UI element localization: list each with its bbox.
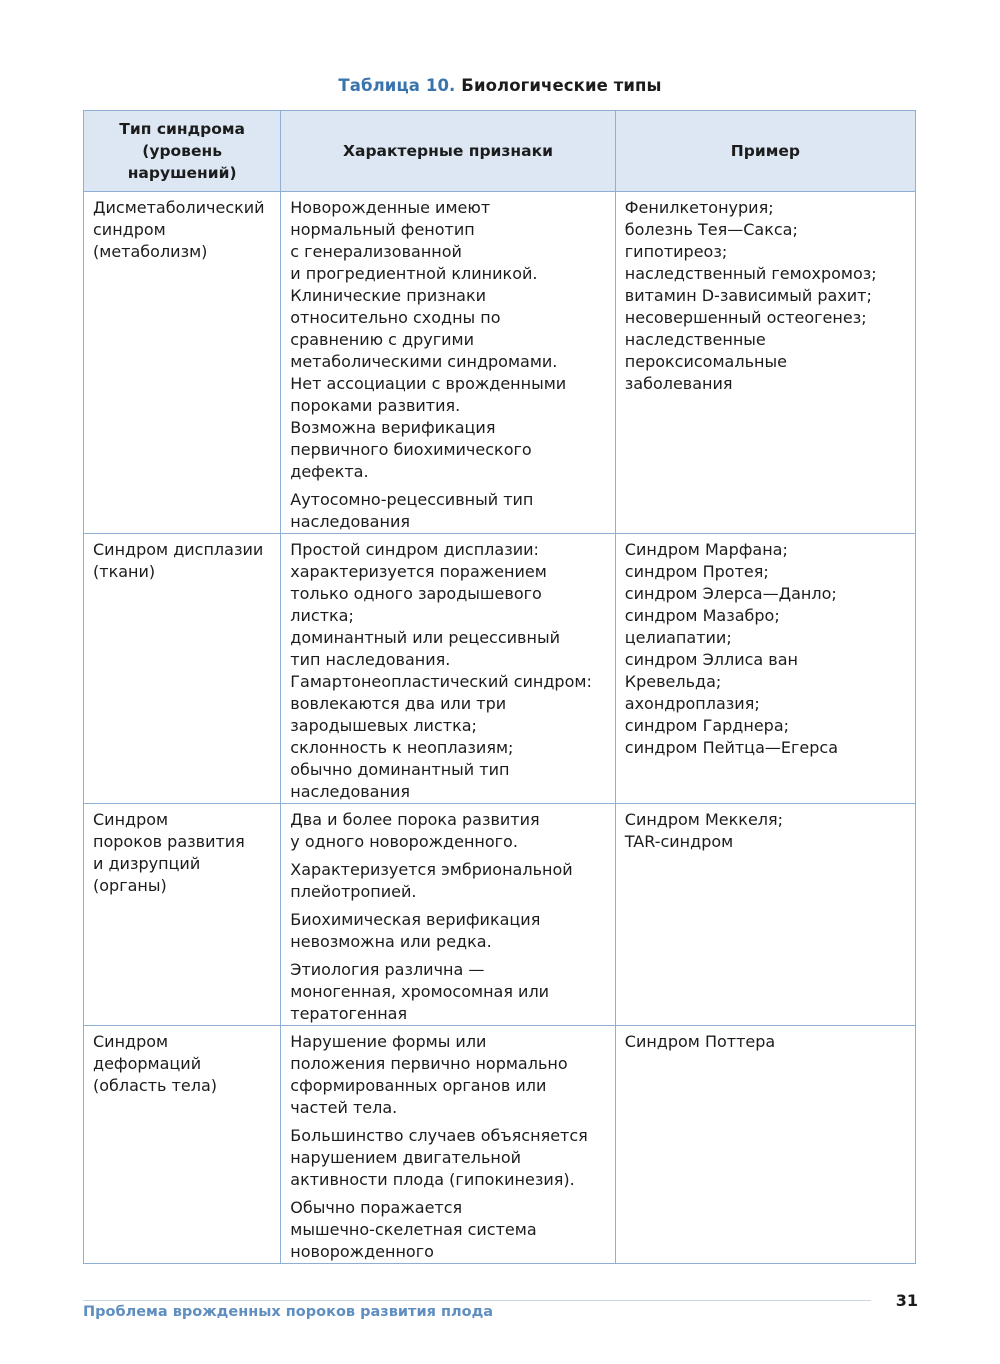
- cell-line: наследования: [290, 512, 410, 531]
- footer-title: Проблема врожденных пороков развития плода: [83, 1304, 494, 1320]
- biological-types-table: [83, 110, 916, 1264]
- cell-line: только одного зародышевого: [290, 584, 542, 603]
- cell-line: Нарушение формы или: [290, 1032, 487, 1051]
- header-line: нарушений): [127, 164, 237, 182]
- cell-line: синдром Гарднера;: [624, 716, 790, 735]
- cell-line: мышечно-скелетная система: [290, 1220, 537, 1239]
- cell-line: ахондроплазия;: [624, 694, 760, 713]
- cell-line: Синдром Марфана;: [624, 540, 788, 559]
- cell-line: тератогенная: [290, 1004, 408, 1023]
- cell-signs: [281, 192, 616, 534]
- table-row: [84, 1026, 916, 1264]
- cell-line: Синдром: [93, 1032, 169, 1051]
- cell-line: Новорожденные имеют: [290, 198, 491, 217]
- header-line: (уровень: [142, 142, 223, 160]
- cell-line: Синдром дисплазии: [93, 540, 264, 559]
- cell-line: болезнь Тея—Сакса;: [624, 220, 798, 239]
- header-syndrome-type: [84, 111, 281, 192]
- cell-line: листка;: [290, 606, 354, 625]
- cell-line: нарушением двигательной: [290, 1148, 522, 1167]
- cell-line: Гамартонеопластический синдром:: [290, 672, 592, 691]
- cell-syndrome-type: [84, 534, 281, 804]
- signs-paragraph: [290, 909, 606, 953]
- header-line: Тип синдрома: [119, 120, 245, 138]
- cell-line: (ткани): [93, 562, 156, 581]
- cell-line: синдром Эллиса ван: [624, 650, 798, 669]
- cell-line: наследования: [290, 782, 410, 801]
- cell-line: Дисметаболический: [93, 198, 265, 217]
- cell-line: характеризуется поражением: [290, 562, 547, 581]
- cell-line: Синдром Поттера: [624, 1032, 776, 1051]
- cell-line: частей тела.: [290, 1098, 398, 1117]
- cell-line: Обычно поражается: [290, 1198, 463, 1217]
- cell-line: Синдром: [93, 810, 169, 829]
- caption-title: Биологические типы: [461, 76, 662, 95]
- cell-line: Большинство случаев объясняется: [290, 1126, 588, 1145]
- cell-line: положения первично нормально: [290, 1054, 568, 1073]
- cell-line: Возможна верификация: [290, 418, 496, 437]
- cell-line: Характеризуется эмбриональной: [290, 860, 573, 879]
- cell-line: Биохимическая верификация: [290, 910, 541, 929]
- cell-line: обычно доминантный тип: [290, 760, 510, 779]
- cell-line: целиапатии;: [624, 628, 732, 647]
- signs-paragraph: [290, 1125, 606, 1191]
- cell-line: Два и более порока развития: [290, 810, 540, 829]
- cell-line: первичного биохимического: [290, 440, 532, 459]
- header-signs: Характерные признаки: [281, 111, 616, 192]
- cell-line: Фенилкетонурия;: [624, 198, 774, 217]
- cell-line: витамин D-зависимый рахит;: [624, 286, 872, 305]
- cell-examples: [615, 1026, 915, 1264]
- cell-syndrome-type: [84, 1026, 281, 1264]
- cell-syndrome-type: [84, 804, 281, 1026]
- table-caption: [0, 76, 1000, 95]
- cell-line: деформаций: [93, 1054, 202, 1073]
- cell-line: сформированных органов или: [290, 1076, 547, 1095]
- signs-paragraph: [290, 489, 606, 533]
- cell-line: синдром: [93, 220, 166, 239]
- header-example: Пример: [615, 111, 915, 192]
- cell-line: зародышевых листка;: [290, 716, 477, 735]
- cell-line: и прогредиентной клиникой.: [290, 264, 538, 283]
- cell-line: активности плода (гипокинезия).: [290, 1170, 575, 1189]
- cell-line: Нет ассоциации с врожденными: [290, 374, 567, 393]
- cell-line: невозможна или редка.: [290, 932, 492, 951]
- signs-paragraph: [290, 809, 606, 853]
- cell-line: TAR-синдром: [624, 832, 734, 851]
- cell-line: гипотиреоз;: [624, 242, 728, 261]
- cell-line: синдром Протея;: [624, 562, 769, 581]
- cell-line: сравнению с другими: [290, 330, 475, 349]
- footer-rule: [83, 1300, 871, 1301]
- cell-examples: [615, 534, 915, 804]
- cell-line: Кревельда;: [624, 672, 722, 691]
- cell-signs: [281, 804, 616, 1026]
- page-number: 31: [895, 1291, 918, 1310]
- cell-line: наследственный гемохромоз;: [624, 264, 877, 283]
- cell-line: с генерализованной: [290, 242, 462, 261]
- signs-paragraph: [290, 539, 606, 803]
- cell-examples: [615, 804, 915, 1026]
- signs-paragraph: [290, 1197, 606, 1263]
- cell-line: у одного новорожденного.: [290, 832, 518, 851]
- cell-line: Простой синдром дисплазии:: [290, 540, 539, 559]
- cell-line: дефекта.: [290, 462, 369, 481]
- caption-number: Таблица 10.: [338, 76, 456, 95]
- signs-paragraph: [290, 1031, 606, 1119]
- cell-line: Клинические признаки: [290, 286, 487, 305]
- cell-line: синдром Пейтца—Егерса: [624, 738, 838, 757]
- cell-line: наследственные: [624, 330, 766, 349]
- cell-line: пороками развития.: [290, 396, 461, 415]
- signs-paragraph: [290, 197, 606, 483]
- cell-line: (метаболизм): [93, 242, 208, 261]
- signs-paragraph: [290, 959, 606, 1025]
- cell-line: доминантный или рецессивный: [290, 628, 560, 647]
- table-header-row: [84, 111, 916, 192]
- cell-line: синдром Элерса—Данло;: [624, 584, 837, 603]
- cell-line: Этиология различна —: [290, 960, 485, 979]
- cell-line: вовлекаются два или три: [290, 694, 507, 713]
- cell-line: склонность к неоплазиям;: [290, 738, 514, 757]
- cell-line: (область тела): [93, 1076, 217, 1095]
- cell-syndrome-type: [84, 192, 281, 534]
- cell-line: несовершенный остеогенез;: [624, 308, 867, 327]
- table-row: [84, 804, 916, 1026]
- cell-line: (органы): [93, 876, 167, 895]
- cell-line: моногенная, хромосомная или: [290, 982, 550, 1001]
- table-row: [84, 534, 916, 804]
- cell-line: и дизрупций: [93, 854, 201, 873]
- cell-line: Синдром Меккеля;: [624, 810, 784, 829]
- cell-line: нормальный фенотип: [290, 220, 475, 239]
- cell-line: пероксисомальные: [624, 352, 787, 371]
- cell-line: заболевания: [624, 374, 733, 393]
- cell-line: метаболическими синдромами.: [290, 352, 558, 371]
- cell-line: синдром Мазабро;: [624, 606, 780, 625]
- cell-line: тип наследования.: [290, 650, 451, 669]
- cell-signs: [281, 534, 616, 804]
- cell-line: Аутосомно-рецессивный тип: [290, 490, 534, 509]
- cell-signs: [281, 1026, 616, 1264]
- cell-line: пороков развития: [93, 832, 245, 851]
- cell-examples: [615, 192, 915, 534]
- table-row: [84, 192, 916, 534]
- cell-line: новорожденного: [290, 1242, 434, 1261]
- cell-line: плейотропией.: [290, 882, 417, 901]
- cell-line: относительно сходны по: [290, 308, 501, 327]
- signs-paragraph: [290, 859, 606, 903]
